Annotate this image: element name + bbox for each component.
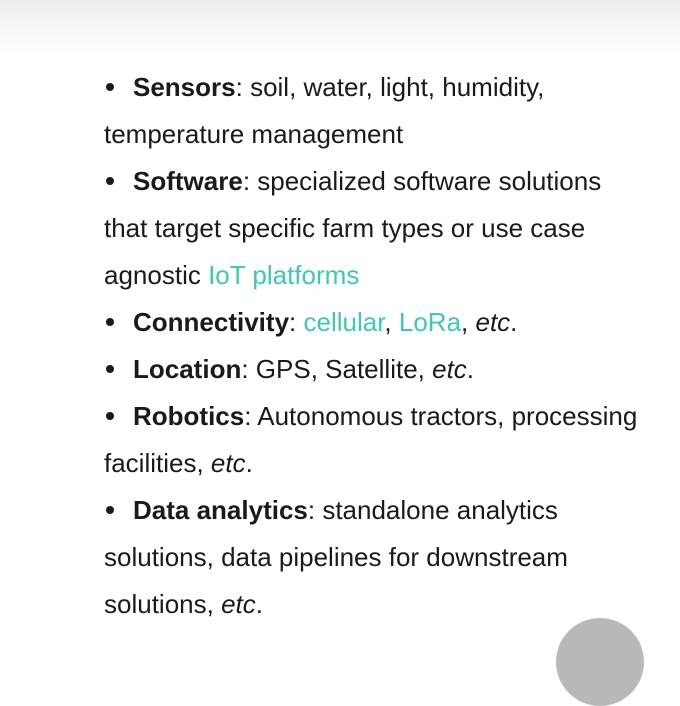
bullet-icon	[106, 506, 114, 514]
separator: :	[289, 307, 304, 337]
list-item-sensors	[104, 64, 649, 158]
description-robotics: Autonomous tractors, processing facilities,	[104, 401, 638, 478]
comma: ,	[384, 307, 399, 337]
description-location: GPS, Satellite,	[255, 354, 433, 384]
etc-text: etc	[475, 307, 511, 337]
separator: :	[235, 72, 251, 102]
article-content	[104, 64, 649, 628]
bullet-icon	[106, 83, 114, 91]
bullet-icon	[106, 365, 114, 373]
term-robotics: Robotics	[133, 401, 245, 431]
etc-text: etc	[221, 589, 256, 619]
etc-text: etc	[432, 354, 467, 384]
separator: :	[244, 401, 258, 431]
list-item-location	[104, 346, 649, 393]
list-item-data-analytics	[104, 487, 649, 628]
cellular-link[interactable]: cellular	[303, 307, 385, 337]
top-shadow	[0, 0, 680, 60]
term-sensors: Sensors	[133, 72, 236, 102]
term-data-analytics: Data analytics	[133, 495, 308, 525]
period: .	[255, 589, 263, 619]
description-data-analytics: standalone analytics solutions, data pipelines for downstream solutions,	[104, 495, 568, 619]
separator: :	[242, 166, 258, 196]
list-item-software	[104, 158, 649, 299]
period: .	[245, 448, 253, 478]
bullet-icon	[106, 177, 114, 185]
term-location: Location	[133, 354, 242, 384]
bullet-list	[104, 64, 649, 628]
term-connectivity: Connectivity	[133, 307, 290, 337]
term-software: Software	[133, 166, 243, 196]
description-sensors: soil, water, light, humidity, temperature management	[104, 72, 545, 149]
bullet-icon	[106, 412, 114, 420]
separator: :	[307, 495, 323, 525]
period: .	[510, 307, 518, 337]
separator: :	[241, 354, 256, 384]
lora-link[interactable]: LoRa	[398, 307, 462, 337]
period: .	[466, 354, 475, 384]
list-item-connectivity	[104, 299, 649, 346]
etc-text: etc	[210, 448, 246, 478]
bullet-icon	[106, 318, 114, 326]
iot-platforms-link[interactable]: IoT platforms	[208, 260, 360, 290]
floating-action-button[interactable]	[556, 618, 644, 706]
comma: ,	[461, 307, 476, 337]
description-software: specialized software solutions that target specific farm types or use case agnostic	[104, 166, 602, 290]
list-item-robotics	[104, 393, 649, 487]
